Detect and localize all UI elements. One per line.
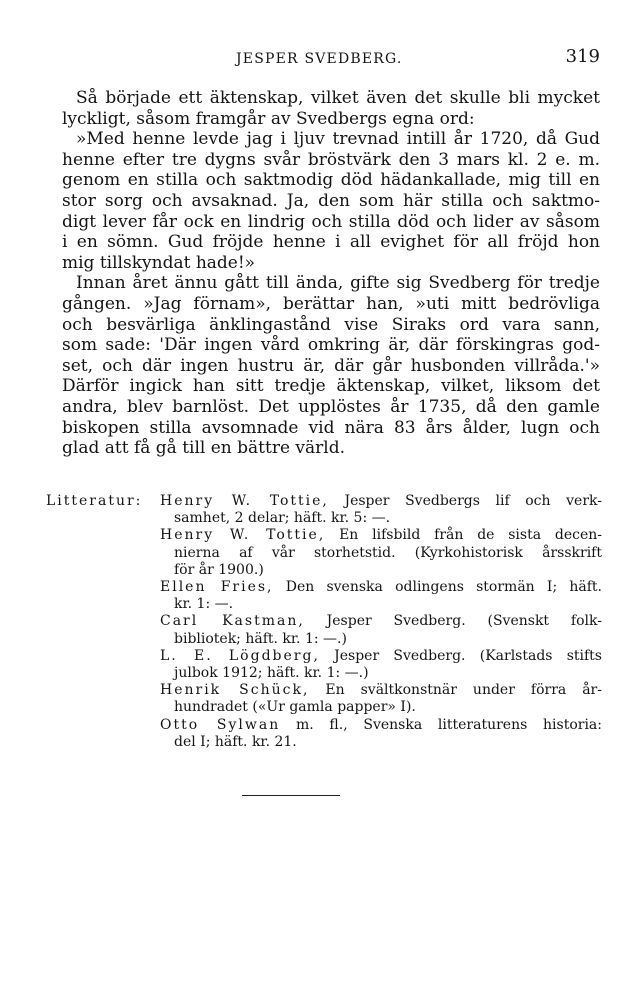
body-text: [62, 88, 600, 459]
literature-text: samhet, 2 delar; häft. kr. 5: —.: [174, 510, 391, 527]
literature-author: Henry W. Tottie,: [160, 527, 326, 544]
body-line: Så började ett äktenskap, vilket även det skulle bli mycket: [76, 88, 600, 108]
literature-text: nierna af vår storhetstid. (Kyrkohistorisk årsskrift: [174, 544, 602, 561]
body-line: »Med henne levde jag i ljuv trevnad intill år 1720, då Gud: [76, 129, 600, 150]
literature-author: Carl Kastman,: [160, 613, 305, 630]
literature-line: [160, 545, 602, 562]
body-line: Därför ingick han sitt tredje äktenskap, vilket, liksom det: [62, 376, 600, 397]
literature-line: [160, 613, 602, 630]
body-line: glad att få gå till en bättre värld.: [62, 438, 346, 459]
literature-text: Den svenska odlingens stormän I; häft.: [273, 579, 602, 596]
literature-entry: [160, 648, 602, 682]
literature-line: [160, 493, 602, 510]
literature-entry: [160, 613, 602, 647]
literature-text: En lifsbild från de sista decen-: [325, 527, 602, 544]
literature-author: Ellen Fries,: [160, 579, 274, 596]
literature-author: Henrik Schück,: [160, 682, 310, 699]
literature-author: Henry W. Tottie,: [160, 493, 329, 509]
literature-author: L. E. Lögdberg,: [160, 647, 320, 664]
body-line: som sade: 'Där ingen vård omkring är, där förskingras god-: [62, 335, 600, 356]
literature-text: Jesper Svedbergs lif och verk-: [328, 493, 602, 509]
literature-line: [160, 596, 602, 613]
literature-text: bibliotek; häft. kr. 1: —.): [174, 630, 347, 647]
body-line: biskopen stilla avsomnade vid nära 83 års ålder, lugn och: [62, 417, 600, 438]
running-head: JESPER SVEDBERG.: [236, 51, 403, 67]
body-line: digt lever får ock en lindrig och stilla död och lider av såsom: [62, 211, 600, 232]
body-line: Innan året ännu gått till ända, gifte sig Svedberg för tredje: [76, 273, 600, 294]
body-line: lyckligt, såsom framgår av Svedbergs egna ord:: [62, 108, 475, 129]
page-number: 319: [565, 46, 600, 67]
body-line: henne efter tre dygns svår bröstvärk den 3 mars kl. 2 e. m.: [62, 149, 600, 170]
literature-line: [160, 699, 602, 716]
literature-text: julbok 1912; häft. kr. 1: —.): [174, 665, 369, 682]
literature-entries: [160, 493, 602, 751]
literature-text: kr. 1: —.: [174, 596, 234, 613]
literature-line: [160, 579, 602, 596]
literature-text: hundradet («Ur gamla papper» I).: [174, 699, 416, 716]
literature-entry: [160, 682, 602, 716]
literature-label: Litteratur:: [46, 493, 143, 509]
literature-text: Jesper Svedberg. (Karlstads stifts: [319, 647, 602, 664]
page-header: [62, 46, 602, 74]
body-line: i en sömn. Gud fröjde henne i all evighet för all fröjd hon: [62, 232, 600, 253]
body-line: mig tillskyndat hade!»: [62, 252, 256, 273]
literature-line: [160, 527, 602, 544]
literature-line: [160, 665, 602, 682]
literature-text: del I; häft. kr. 21.: [174, 733, 297, 750]
literature-text: m. fl., Svenska litteraturens historia:: [280, 716, 602, 733]
literature-line: [160, 510, 602, 527]
body-line: set, och där ingen hustru är, där går husbonden villråda.'»: [62, 355, 600, 376]
literature-author: Otto Sylwan: [160, 716, 281, 733]
literature-entry: [160, 717, 602, 751]
literature-text: En svältkonstnär under förra år-: [309, 682, 602, 699]
literature-line: [160, 682, 602, 699]
literature-line: [160, 717, 602, 734]
literature-line: [160, 562, 602, 579]
literature-line: [160, 734, 602, 751]
body-line: och besvärliga änklingastånd vise Siraks ord vara sann,: [62, 314, 600, 335]
literature-text: för år 1900.): [174, 561, 264, 578]
body-line: genom en stilla och saktmodig död hädankallade, mig till en: [62, 170, 600, 191]
literature-entry: [160, 493, 602, 527]
literature-entry: [160, 579, 602, 613]
literature-line: [160, 648, 602, 665]
body-line: stor sorg och avsaknad. Ja, den som här stilla och saktmo-: [62, 190, 600, 211]
body-line: gången. »Jag förnam», berättar han, »uti mitt bedrövliga: [62, 293, 600, 314]
literature-text: Jesper Svedberg. (Svenskt folk-: [304, 613, 602, 630]
body-line: andra, blev barnlöst. Det upplöstes år 1735, då den gamle: [62, 396, 600, 417]
end-rule: [242, 795, 340, 796]
literature-line: [160, 631, 602, 648]
literature-entry: [160, 527, 602, 579]
